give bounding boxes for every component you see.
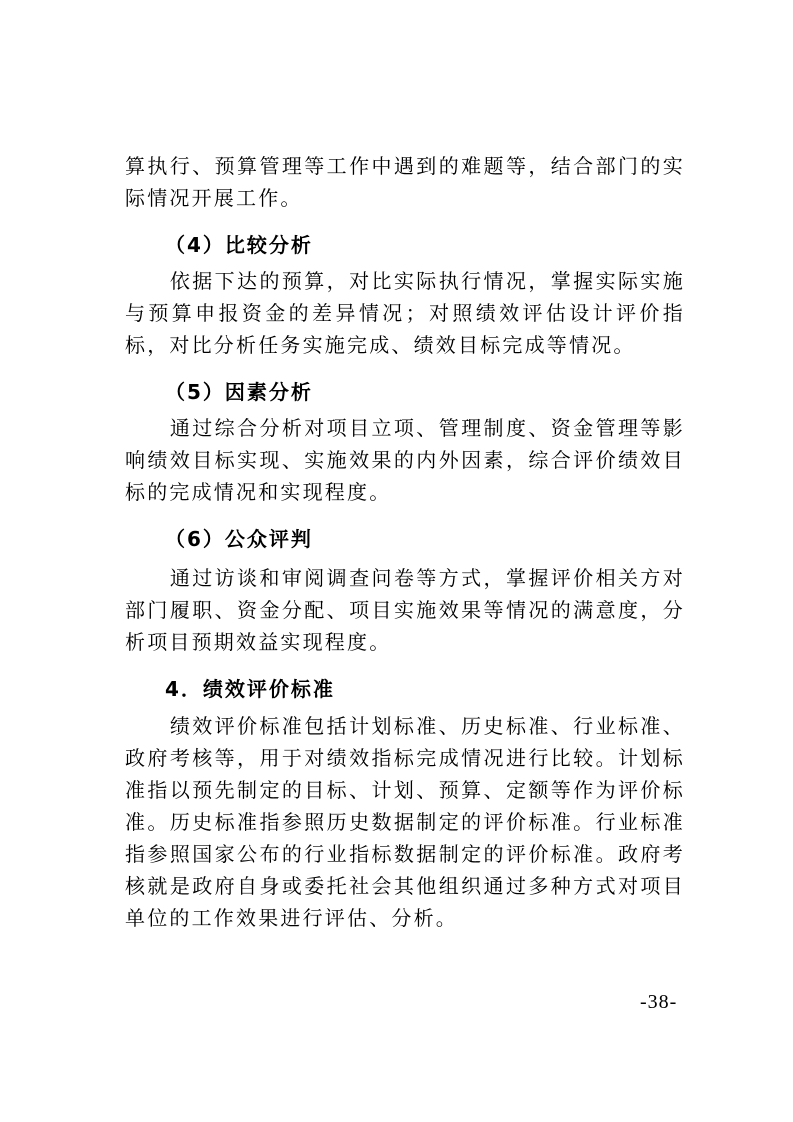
paragraph-continuation: 算执行、预算管理等工作中遇到的难题等，结合部门的实际情况开展工作。 [125,154,685,210]
paragraph-factor-analysis: 通过综合分析对项目立项、管理制度、资金管理等影响绩效目标实现、实施效果的内外因素，综合评价绩效目标的完成情况和实现程度。 [125,416,685,504]
page-number: -38- [640,991,678,1013]
heading-public-evaluation: （6）公众评判 [165,527,313,551]
heading-evaluation-standards: 4．绩效评价标准 [165,677,335,701]
heading-comparative-analysis: （4）比较分析 [165,233,313,257]
paragraph-public-evaluation: 通过访谈和审阅调查问卷等方式，掌握评价相关方对部门履职、资金分配、项目实施效果等情况的满意度，分析项目预期效益实现程度。 [125,566,685,654]
heading-factor-analysis: （5）因素分析 [165,380,313,404]
paragraph-evaluation-standards: 绩效评价标准包括计划标准、历史标准、行业标准、政府考核等，用于对绩效指标完成情况进行比较。计划标准指以预先制定的目标、计划、预算、定额等作为评价标准。历史标准指参照历史数据制定的评价标准。行业标准指参照国家公布的行业指标数据制定的评价标准。政府考核就是政府自身或委托社会其他组织通过多种方式对项目单位的工作效果进行评估、分析。 [125,714,685,930]
paragraph-comparative-analysis: 依据下达的预算，对比实际执行情况，掌握实际实施与预算申报资金的差异情况；对照绩效评估设计评价指标，对比分析任务实施完成、绩效目标完成等情况。 [125,269,685,357]
